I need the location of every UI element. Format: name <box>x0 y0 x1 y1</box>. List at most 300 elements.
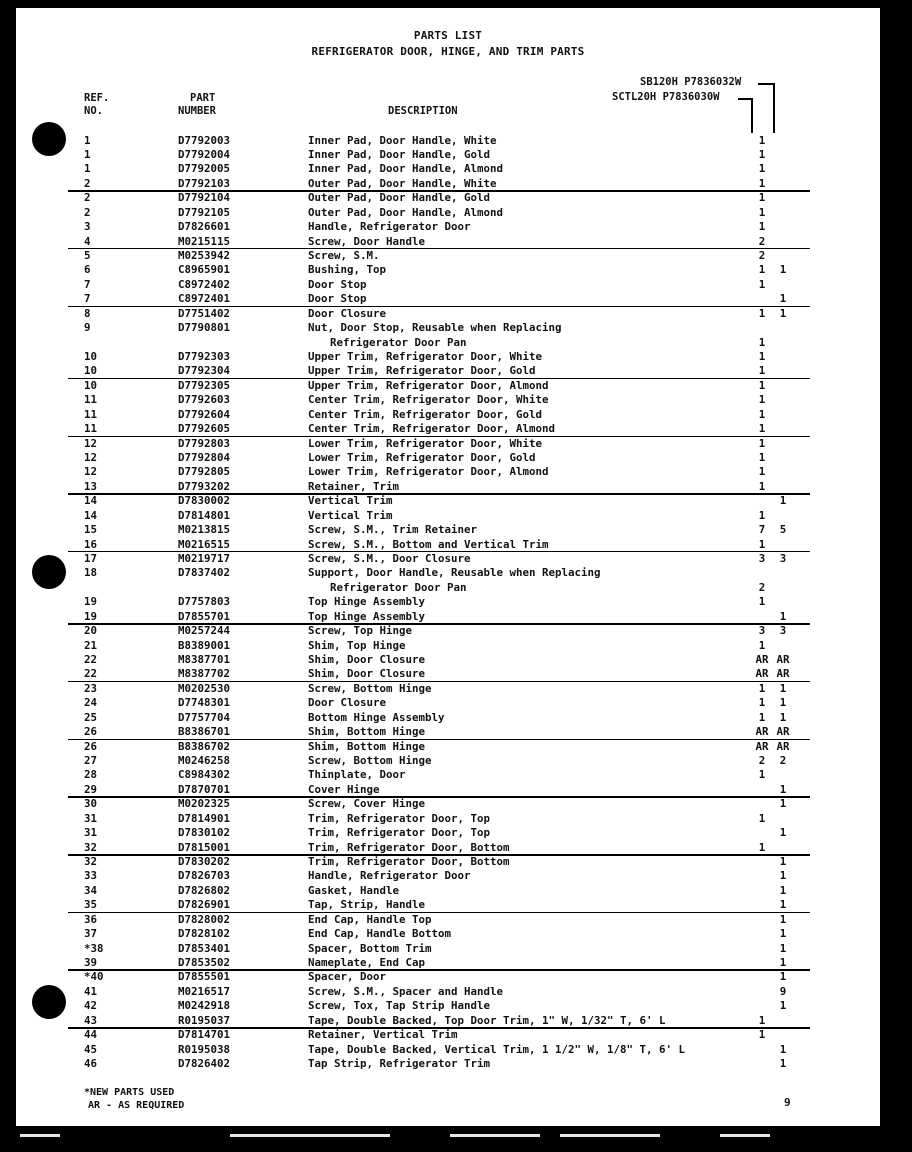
qty-sb120h-cell: 1 <box>779 869 787 883</box>
table-row <box>16 927 880 941</box>
table-row <box>16 869 880 883</box>
part-number-cell: R0195038 <box>178 1042 231 1056</box>
qty-sctl20h-cell: 1 <box>758 176 766 190</box>
qty-sctl20h-cell: 1 <box>758 1013 766 1027</box>
part-number-cell: D7792003 <box>178 133 231 147</box>
part-number-cell: D7826703 <box>178 869 231 883</box>
qty-sctl20h-cell: 1 <box>758 133 766 147</box>
ref-cell: 17 <box>84 551 98 565</box>
ref-cell: 11 <box>84 393 98 407</box>
table-row <box>16 364 880 378</box>
description-cell: Shim, Top Hinge <box>308 638 406 652</box>
description-cell: Door Stop <box>308 277 367 291</box>
description-cell: Shim, Door Closure <box>308 652 426 666</box>
qty-sb120h-cell: 1 <box>779 941 787 955</box>
description-cell: Screw, S.M., Bottom and Vertical Trim <box>308 537 549 551</box>
qty-sb120h-cell: 1 <box>779 1057 787 1071</box>
table-row <box>16 884 880 898</box>
description-cell: Thinplate, Door <box>308 768 406 782</box>
qty-sb120h-cell: 1 <box>779 292 787 306</box>
table-row <box>16 696 880 710</box>
table-row <box>16 595 880 609</box>
part-number-cell: R0195037 <box>178 1013 231 1027</box>
ref-cell: 1 <box>84 147 91 161</box>
description-cell: Refrigerator Door Pan <box>330 580 467 594</box>
ref-cell: 23 <box>84 681 98 695</box>
ref-cell: 8 <box>84 306 91 320</box>
ref-cell: 43 <box>84 1013 98 1027</box>
ref-cell: 26 <box>84 725 98 739</box>
header-description: DESCRIPTION <box>388 105 458 117</box>
table-row <box>16 913 880 927</box>
qty-sb120h-cell: 1 <box>779 710 787 724</box>
qty-sb120h-cell: 5 <box>779 523 787 537</box>
ref-cell: 33 <box>84 869 98 883</box>
table-row <box>16 465 880 479</box>
part-number-cell: D7830002 <box>178 494 231 508</box>
ref-cell: 45 <box>84 1042 98 1056</box>
part-number-cell: D7853502 <box>178 956 231 969</box>
model-label-sctl20h: SCTL20H P7836030W <box>612 91 720 103</box>
table-row <box>16 639 880 653</box>
qty-sb120h-cell: AR <box>776 667 790 681</box>
qty-sctl20h-cell: 1 <box>758 537 766 551</box>
ref-cell: 26 <box>84 739 98 753</box>
table-row <box>16 740 880 754</box>
qty-sctl20h-cell: 1 <box>758 508 766 522</box>
ref-cell: 32 <box>84 855 98 868</box>
qty-sctl20h-cell: 1 <box>758 1028 766 1042</box>
part-number-cell: D7826601 <box>178 220 231 234</box>
table-row <box>16 768 880 782</box>
ref-cell: 19 <box>84 609 98 623</box>
part-number-cell: D7837402 <box>178 566 231 580</box>
description-cell: Cover Hinge <box>308 782 380 796</box>
description-cell: Bushing, Top <box>308 263 387 277</box>
qty-sctl20h-cell: 1 <box>758 479 766 493</box>
qty-sb120h-cell: 1 <box>779 263 787 277</box>
table-row <box>16 999 880 1013</box>
qty-sb120h-cell: AR <box>776 652 790 666</box>
qty-sb120h-cell: 1 <box>779 855 787 868</box>
table-row <box>16 1014 880 1028</box>
qty-sb120h-cell: 1 <box>779 883 787 897</box>
part-number-cell: D7826402 <box>178 1057 231 1071</box>
part-number-cell: D7826802 <box>178 883 231 897</box>
table-row <box>16 1043 880 1057</box>
part-number-cell: M0202325 <box>178 797 231 811</box>
part-number-cell: C8972401 <box>178 292 231 306</box>
description-cell: Handle, Refrigerator Door <box>308 869 471 883</box>
part-number-cell: D7757803 <box>178 595 231 609</box>
part-number-cell: M0213815 <box>178 523 231 537</box>
ref-cell: 6 <box>84 263 91 277</box>
ref-cell: 29 <box>84 782 98 796</box>
table-row <box>16 437 880 451</box>
qty-sctl20h-cell: 1 <box>758 465 766 479</box>
qty-sctl20h-cell: 1 <box>758 450 766 464</box>
table-row <box>16 711 880 725</box>
description-cell: Screw, S.M., Trim Retainer <box>308 523 478 537</box>
part-number-cell: D7792803 <box>178 436 231 450</box>
table-row <box>16 292 880 306</box>
description-cell: Screw, Door Handle <box>308 234 426 248</box>
part-number-cell: C8972402 <box>178 277 231 291</box>
qty-sctl20h-cell: 2 <box>758 248 766 262</box>
qty-sb120h-cell: AR <box>776 725 790 739</box>
table-row <box>16 162 880 176</box>
table-row <box>16 422 880 436</box>
part-number-cell: D7792805 <box>178 465 231 479</box>
table-row <box>16 278 880 292</box>
table-row <box>16 538 880 552</box>
description-cell: Center Trim, Refrigerator Door, White <box>308 393 549 407</box>
qty-sb120h-cell: 1 <box>779 797 787 811</box>
ref-cell: *38 <box>84 941 104 955</box>
part-number-cell: D7830202 <box>178 855 231 868</box>
table-row <box>16 826 880 840</box>
table-row <box>16 985 880 999</box>
table-row <box>16 379 880 393</box>
part-number-cell: D7828102 <box>178 927 231 941</box>
table-row <box>16 970 880 984</box>
ref-cell: 14 <box>84 508 98 522</box>
description-cell: Shim, Bottom Hinge <box>308 739 426 753</box>
qty-sctl20h-cell: 1 <box>758 220 766 234</box>
part-number-cell: D7792304 <box>178 364 231 378</box>
ref-cell: 11 <box>84 407 98 421</box>
description-cell: Vertical Trim <box>308 494 393 508</box>
ref-cell: 2 <box>84 191 91 205</box>
table-row-continuation <box>16 581 880 595</box>
part-number-cell: M0257244 <box>178 624 231 638</box>
table-row <box>16 523 880 537</box>
part-number-cell: D7792303 <box>178 349 231 363</box>
table-row <box>16 451 880 465</box>
qty-sb120h-cell: 3 <box>779 624 787 638</box>
ref-cell: 27 <box>84 753 98 767</box>
description-cell: Outer Pad, Door Handle, Gold <box>308 191 491 205</box>
ref-cell: 15 <box>84 523 98 537</box>
ref-cell: 31 <box>84 811 98 825</box>
part-number-cell: D7751402 <box>178 306 231 320</box>
table-row <box>16 350 880 364</box>
description-cell: Inner Pad, Door Handle, White <box>308 133 497 147</box>
qty-sctl20h-cell: 1 <box>758 306 766 320</box>
qty-sb120h-cell: 1 <box>779 1042 787 1056</box>
table-row <box>16 494 880 508</box>
table-row <box>16 898 880 912</box>
description-cell: Retainer, Trim <box>308 479 400 493</box>
description-cell: Outer Pad, Door Handle, Almond <box>308 205 504 219</box>
qty-sb120h-cell: 1 <box>779 609 787 623</box>
qty-sb120h-cell: 1 <box>779 494 787 508</box>
qty-sb120h-cell: 1 <box>779 956 787 969</box>
part-number-cell: D7793202 <box>178 479 231 493</box>
qty-sctl20h-cell: AR <box>755 739 769 753</box>
qty-sb120h-cell: 1 <box>779 970 787 984</box>
table-row <box>16 1057 880 1071</box>
qty-sctl20h-cell: 1 <box>758 205 766 219</box>
table-row <box>16 307 880 321</box>
description-cell: Trim, Refrigerator Door, Top <box>308 811 491 825</box>
ref-cell: 36 <box>84 912 98 926</box>
description-cell: Upper Trim, Refrigerator Door, Gold <box>308 364 536 378</box>
footnote-as-required: AR - AS REQUIRED <box>88 1100 185 1111</box>
ref-cell: 7 <box>84 292 91 306</box>
ref-cell: 24 <box>84 696 98 710</box>
parts-list-page <box>16 8 880 1128</box>
description-cell: Trim, Refrigerator Door, Bottom <box>308 855 510 868</box>
part-number-cell: D7792105 <box>178 205 231 219</box>
part-number-cell: C8984302 <box>178 768 231 782</box>
ref-cell: 2 <box>84 176 91 190</box>
table-row <box>16 610 880 624</box>
document-title: PARTS LIST <box>413 29 483 42</box>
qty-sb120h-cell: 1 <box>779 696 787 710</box>
part-number-cell: M0215115 <box>178 234 231 248</box>
table-row <box>16 509 880 523</box>
description-cell: Screw, Bottom Hinge <box>308 681 432 695</box>
ref-cell: 3 <box>84 220 91 234</box>
qty-sctl20h-cell: 1 <box>758 162 766 176</box>
description-cell: Shim, Bottom Hinge <box>308 725 426 739</box>
qty-sctl20h-cell: 1 <box>758 393 766 407</box>
qty-sb120h-cell: 1 <box>779 681 787 695</box>
table-row <box>16 667 880 681</box>
ref-cell: 42 <box>84 999 98 1013</box>
qty-sctl20h-cell: 1 <box>758 364 766 378</box>
ref-cell: 37 <box>84 927 98 941</box>
table-row <box>16 725 880 739</box>
table-row <box>16 177 880 191</box>
description-cell: Handle, Refrigerator Door <box>308 220 471 234</box>
part-number-cell: D7790801 <box>178 321 231 335</box>
part-number-cell: M0202530 <box>178 681 231 695</box>
footnotes <box>84 1086 184 1112</box>
part-number-cell: D7792603 <box>178 393 231 407</box>
table-row <box>16 263 880 277</box>
ref-cell: 41 <box>84 984 98 998</box>
part-number-cell: D7828002 <box>178 912 231 926</box>
description-cell: Upper Trim, Refrigerator Door, Almond <box>308 378 549 392</box>
ref-cell: 22 <box>84 652 98 666</box>
qty-sctl20h-cell: 1 <box>758 811 766 825</box>
table-row <box>16 235 880 249</box>
table-row <box>16 191 880 205</box>
part-number-cell: M0253942 <box>178 248 231 262</box>
qty-sctl20h-cell: 1 <box>758 335 766 349</box>
ref-cell: 2 <box>84 205 91 219</box>
ref-cell: 1 <box>84 162 91 176</box>
table-row <box>16 220 880 234</box>
part-number-cell: D7792004 <box>178 147 231 161</box>
model-label-sb120h: SB120H P7836032W <box>640 76 742 88</box>
part-number-cell: D7815001 <box>178 840 231 854</box>
header-ref-no: REF. NO. <box>84 92 110 117</box>
part-number-cell: D7826901 <box>178 898 231 912</box>
table-row <box>16 134 880 148</box>
description-cell: Inner Pad, Door Handle, Almond <box>308 162 504 176</box>
description-cell: Nameplate, End Cap <box>308 956 426 969</box>
table-row <box>16 480 880 494</box>
qty-sctl20h-cell: 2 <box>758 753 766 767</box>
part-number-cell: D7748301 <box>178 696 231 710</box>
part-number-cell: D7792104 <box>178 191 231 205</box>
description-cell: Retainer, Vertical Trim <box>308 1028 458 1042</box>
description-cell: Lower Trim, Refrigerator Door, Gold <box>308 450 536 464</box>
description-cell: Trim, Refrigerator Door, Bottom <box>308 840 510 854</box>
ref-cell: 13 <box>84 479 98 493</box>
part-number-cell: M0216515 <box>178 537 231 551</box>
ref-cell: 28 <box>84 768 98 782</box>
bracket-sctl20h-v <box>751 98 753 133</box>
description-cell: Top Hinge Assembly <box>308 609 426 623</box>
qty-sctl20h-cell: AR <box>755 667 769 681</box>
ref-cell: 30 <box>84 797 98 811</box>
qty-sb120h-cell: 1 <box>779 927 787 941</box>
table-row <box>16 408 880 422</box>
qty-sctl20h-cell: 2 <box>758 580 766 594</box>
document-subtitle: REFRIGERATOR DOOR, HINGE, AND TRIM PARTS <box>311 45 585 58</box>
ref-cell: 44 <box>84 1028 98 1042</box>
description-cell: Top Hinge Assembly <box>308 595 426 609</box>
table-row <box>16 249 880 263</box>
qty-sctl20h-cell: 1 <box>758 696 766 710</box>
qty-sctl20h-cell: AR <box>755 725 769 739</box>
qty-sctl20h-cell: 1 <box>758 638 766 652</box>
description-cell: Center Trim, Refrigerator Door, Gold <box>308 407 543 421</box>
part-number-cell: D7870701 <box>178 782 231 796</box>
description-cell: Vertical Trim <box>308 508 393 522</box>
description-cell: Screw, Tox, Tap Strip Handle <box>308 999 491 1013</box>
part-number-cell: D7757704 <box>178 710 231 724</box>
part-number-cell: M0219717 <box>178 551 231 565</box>
ref-cell: 5 <box>84 248 91 262</box>
description-cell: End Cap, Handle Bottom <box>308 927 452 941</box>
part-number-cell: D7792005 <box>178 162 231 176</box>
ref-cell: 19 <box>84 595 98 609</box>
description-cell: Spacer, Door <box>308 970 387 984</box>
description-cell: Support, Door Handle, Reusable when Replacing <box>308 566 601 580</box>
qty-sctl20h-cell: 1 <box>758 349 766 363</box>
ref-cell: 10 <box>84 349 98 363</box>
table-row-continuation <box>16 336 880 350</box>
qty-sctl20h-cell: 1 <box>758 681 766 695</box>
qty-sctl20h-cell: 1 <box>758 436 766 450</box>
part-number-cell: B8389001 <box>178 638 231 652</box>
part-number-cell: M8387702 <box>178 667 231 681</box>
part-number-cell: D7814901 <box>178 811 231 825</box>
description-cell: Inner Pad, Door Handle, Gold <box>308 147 491 161</box>
qty-sb120h-cell: 1 <box>779 999 787 1013</box>
description-cell: Screw, S.M., Spacer and Handle <box>308 984 504 998</box>
description-cell: Bottom Hinge Assembly <box>308 710 445 724</box>
table-row <box>16 552 880 566</box>
qty-sb120h-cell: 1 <box>779 826 787 840</box>
table-row <box>16 682 880 696</box>
qty-sctl20h-cell: 1 <box>758 595 766 609</box>
qty-sctl20h-cell: 3 <box>758 624 766 638</box>
description-cell: Outer Pad, Door Handle, White <box>308 176 497 190</box>
description-cell: Tap Strip, Refrigerator Trim <box>308 1057 491 1071</box>
description-cell: Gasket, Handle <box>308 883 400 897</box>
qty-sb120h-cell: 1 <box>779 306 787 320</box>
table-row <box>16 812 880 826</box>
table-row <box>16 653 880 667</box>
qty-sctl20h-cell: 1 <box>758 840 766 854</box>
bracket-sb120h-v <box>773 83 775 133</box>
part-number-cell: D7855701 <box>178 609 231 623</box>
description-cell: Trim, Refrigerator Door, Top <box>308 826 491 840</box>
qty-sctl20h-cell: 1 <box>758 191 766 205</box>
description-cell: Refrigerator Door Pan <box>330 335 467 349</box>
qty-sctl20h-cell: 1 <box>758 378 766 392</box>
table-row <box>16 393 880 407</box>
part-number-cell: D7792804 <box>178 450 231 464</box>
qty-sb120h-cell: 1 <box>779 898 787 912</box>
header-part-number: PART NUMBER <box>178 92 216 117</box>
footnote-new-parts: *NEW PARTS USED <box>84 1087 175 1098</box>
part-number-cell: D7792305 <box>178 378 231 392</box>
ref-cell: 31 <box>84 826 98 840</box>
table-row <box>16 1028 880 1042</box>
description-cell: Upper Trim, Refrigerator Door, White <box>308 349 543 363</box>
part-number-cell: M0216517 <box>178 984 231 998</box>
qty-sb120h-cell: 3 <box>779 551 787 565</box>
ref-cell: 20 <box>84 624 98 638</box>
part-number-cell: D7814801 <box>178 508 231 522</box>
part-number-cell: D7792605 <box>178 422 231 436</box>
table-row <box>16 566 880 580</box>
ref-cell: 14 <box>84 494 98 508</box>
table-row <box>16 148 880 162</box>
qty-sctl20h-cell: 1 <box>758 277 766 291</box>
description-cell: Center Trim, Refrigerator Door, Almond <box>308 422 556 436</box>
table-row <box>16 942 880 956</box>
ref-cell: 46 <box>84 1057 98 1071</box>
ref-cell: 9 <box>84 321 91 335</box>
ref-cell: 4 <box>84 234 91 248</box>
qty-sctl20h-cell: 1 <box>758 710 766 724</box>
description-cell: Lower Trim, Refrigerator Door, White <box>308 436 543 450</box>
description-cell: Tape, Double Backed, Top Door Trim, 1" W, 1/32" T, 6' L <box>308 1013 666 1027</box>
description-cell: Door Stop <box>308 292 367 306</box>
part-number-cell: B8386702 <box>178 739 231 753</box>
qty-sctl20h-cell: 7 <box>758 523 766 537</box>
part-number-cell: D7792103 <box>178 176 231 190</box>
ref-cell: 10 <box>84 378 98 392</box>
ref-cell: 12 <box>84 436 98 450</box>
part-number-cell: D7855501 <box>178 970 231 984</box>
qty-sctl20h-cell: 2 <box>758 234 766 248</box>
description-cell: Nut, Door Stop, Reusable when Replacing <box>308 321 562 335</box>
ref-cell: 18 <box>84 566 98 580</box>
table-row <box>16 783 880 797</box>
scan-border-bottom <box>0 1126 912 1152</box>
table-row <box>16 956 880 970</box>
ref-cell: 34 <box>84 883 98 897</box>
ref-cell: 1 <box>84 133 91 147</box>
table-row <box>16 754 880 768</box>
part-number-cell: D7814701 <box>178 1028 231 1042</box>
qty-sctl20h-cell: 1 <box>758 147 766 161</box>
description-cell: Shim, Door Closure <box>308 667 426 681</box>
part-number-cell: M0242918 <box>178 999 231 1013</box>
table-row <box>16 797 880 811</box>
qty-sctl20h-cell: 1 <box>758 768 766 782</box>
description-cell: Screw, Bottom Hinge <box>308 753 432 767</box>
